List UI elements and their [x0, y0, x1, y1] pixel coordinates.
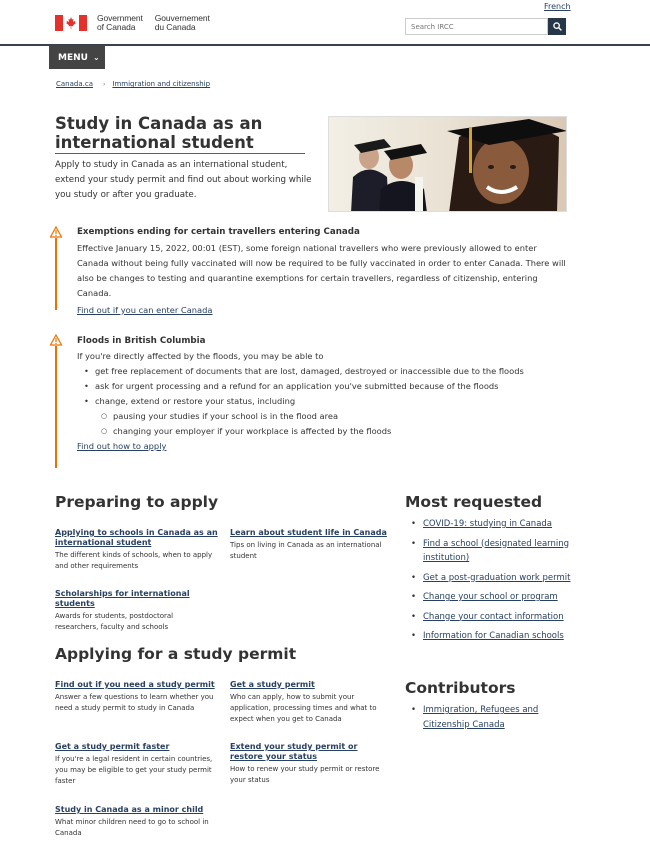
card-description: Who can apply, how to submit your application, processing times and what to expect when you get to Canada: [230, 693, 377, 723]
list-item: [423, 517, 573, 532]
card-get-permit: [230, 680, 390, 725]
card-need-permit: [55, 680, 215, 714]
most-requested-link[interactable]: Change your contact information: [423, 611, 564, 622]
page-intro: Apply to study in Canada as an international student, extend your study permit and find out about working while you study or after you graduate.: [55, 160, 312, 200]
list-item: • ask for urgent processing and a refund for an application you've submitted because of the floods: [95, 379, 567, 394]
alert-body: Effective January 15, 2022, 00:01 (EST), some foreign national travellers who were previously allowed to enter Canada without being fully vaccinated will now be required to be fully vaccinated in order to enter Canada. There will also be changes to testing and quarantine exemptions for certain travellers, regardless of citizenship, entering Canada.: [77, 243, 566, 298]
list-item: ○ pausing your studies if your school is in the flood area: [113, 409, 567, 424]
most-requested-list: [423, 517, 573, 649]
language-toggle-link[interactable]: French: [544, 2, 571, 11]
warning-icon: [50, 334, 62, 346]
most-requested-link[interactable]: Find a school (designated learning institution): [423, 538, 570, 563]
graduates-photo: [328, 116, 567, 212]
list-item: [423, 610, 573, 625]
canada-flag-icon: [55, 15, 87, 31]
most-requested-link[interactable]: Change your school or program: [423, 592, 558, 602]
breadcrumb-canada[interactable]: Canada.ca: [56, 80, 93, 88]
breadcrumb-immigration[interactable]: Immigration and citizenship: [112, 80, 211, 88]
card-title-link[interactable]: Learn about student life in Canada: [230, 528, 387, 537]
card-title-link[interactable]: Applying to schools in Canada as an international student: [55, 528, 218, 547]
card-title-link[interactable]: Extend your study permit or restore your status: [230, 742, 358, 761]
alert-list: [95, 364, 567, 409]
search-icon: [553, 22, 562, 31]
alert-link[interactable]: Find out how to apply: [77, 441, 167, 451]
card-description: If you're a legal resident in certain countries, you may be eligible to get your study permit faster: [55, 755, 213, 785]
list-item: ○ changing your employer if your workplace is affected by the floods: [113, 424, 567, 439]
most-requested-link[interactable]: Information for Canadian schools: [423, 631, 564, 641]
card-description: What minor children need to go to school in Canada: [55, 818, 209, 837]
card-permit-faster: [55, 742, 215, 787]
most-requested-link[interactable]: COVID-19: studying in Canada: [423, 519, 553, 529]
card-extend-permit: [230, 742, 390, 786]
search-form: [405, 18, 566, 35]
section-heading-contributors: Contributors: [405, 679, 516, 697]
list-item: [423, 590, 573, 605]
card-minor-child: [55, 805, 215, 839]
title-underline: [55, 153, 305, 154]
search-input[interactable]: [405, 18, 548, 35]
section-heading-most-requested: Most requested: [405, 493, 543, 511]
list-item: [423, 537, 573, 566]
card-scholarships: [55, 589, 215, 633]
list-item: • get free replacement of documents that are lost, damaged, destroyed or inaccessible due to the floods: [95, 364, 567, 379]
card-description: How to renew your study permit or restore your status: [230, 765, 380, 784]
card-title-link[interactable]: Scholarships for international students: [55, 589, 190, 608]
breadcrumb: [56, 80, 210, 88]
alert-heading: Exemptions ending for certain travellers entering Canada: [77, 227, 360, 237]
card-description: Answer a few questions to learn whether you need a study permit to study in Canada: [55, 693, 214, 712]
menu-label: MENU: [58, 52, 88, 63]
card-title-link[interactable]: Get a study permit faster: [55, 742, 170, 751]
card-description: Awards for students, postdoctoral researchers, faculty and schools: [55, 612, 174, 631]
section-heading-preparing: Preparing to apply: [55, 493, 219, 511]
card-student-life: [230, 528, 390, 562]
list-item: • change, extend or restore your status, including: [95, 394, 567, 409]
list-item: [423, 629, 573, 644]
gov-name-fr: Gouvernement du Canada: [154, 13, 210, 32]
alert-sublist: [113, 409, 567, 439]
card-description: Tips on living in Canada as an international student: [230, 541, 382, 560]
contributors-list: [423, 703, 553, 737]
alert-link[interactable]: Find out if you can enter Canada: [77, 305, 213, 315]
contributor-link[interactable]: Immigration, Refugees and Citizenship Canada: [423, 705, 539, 730]
most-requested-link[interactable]: Get a post-graduation work permit: [423, 572, 571, 583]
chevron-down-icon: ⌄: [92, 53, 100, 62]
gov-canada-signature[interactable]: [55, 14, 222, 32]
breadcrumb-separator-icon: ›: [103, 81, 106, 88]
card-title-link[interactable]: Study in Canada as a minor child: [55, 805, 204, 814]
alert-travel-exemptions: [55, 226, 567, 315]
list-item: [423, 571, 573, 586]
warning-icon: [50, 226, 62, 238]
section-heading-applying: Applying for a study permit: [55, 645, 297, 663]
list-item: [423, 703, 553, 732]
card-title-link[interactable]: Get a study permit: [230, 680, 315, 689]
alert-lead: If you're directly affected by the floods, you may be able to: [77, 351, 324, 361]
alert-heading: Floods in British Columbia: [77, 336, 206, 346]
page-title: Study in Canada as an international student: [55, 114, 263, 152]
card-description: The different kinds of schools, when to apply and other requirements: [55, 551, 213, 570]
menu-button[interactable]: [49, 46, 105, 69]
search-button[interactable]: [548, 18, 566, 35]
card-applying-schools: [55, 528, 220, 572]
alert-bc-floods: [55, 334, 567, 468]
gov-name-en: Government of Canada: [97, 13, 143, 32]
card-title-link[interactable]: Find out if you need a study permit: [55, 680, 215, 689]
